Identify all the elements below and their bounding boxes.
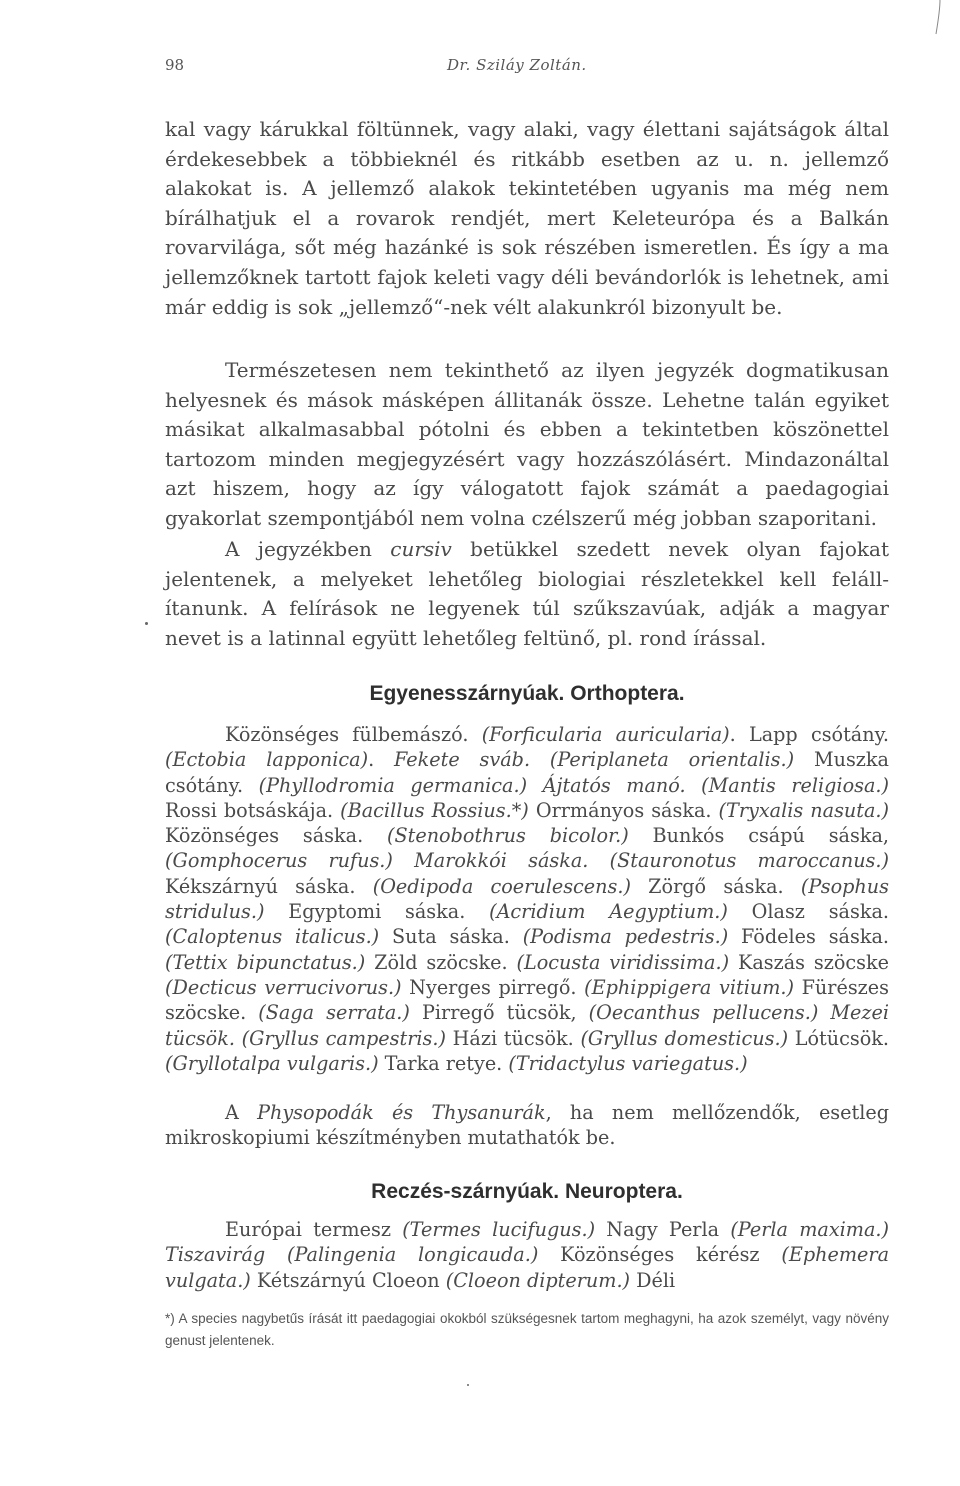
- orthoptera-note: [165, 1100, 889, 1151]
- note-text: , ha nem mellőzendők, esetleg mikroskopiumi készítményben mutathatók be.: [165, 1101, 889, 1150]
- species-latin: (Cloeon dipterum.): [445, 1268, 631, 1292]
- species-latin: (Stenobothrus bicolor.): [387, 824, 629, 848]
- species-text: Közönséges sáska.: [165, 824, 387, 848]
- page-edge-mark: [918, 0, 946, 44]
- orthoptera-species-list: [165, 722, 889, 1076]
- species-text: Házi tücsök.: [445, 1026, 581, 1050]
- page-header: [165, 56, 885, 80]
- species-text: Pirregő tücsök,: [409, 1001, 589, 1025]
- species-text: Kétszárnyú Cloeon: [250, 1268, 446, 1292]
- note-latin: Physopodák és Thysanurák: [257, 1101, 546, 1124]
- species-text: Nyerges pirregő.: [401, 975, 585, 999]
- species-latin: (Decticus verrucivorus.): [165, 975, 402, 999]
- orthoptera-heading: Egyenesszárnyúak. Orthoptera.: [369, 682, 685, 705]
- species-latin: (Tryxalis nasuta.): [718, 798, 890, 822]
- species-latin: (Perla maxima.) Tiszavirág (Palingenia longicauda.): [165, 1218, 890, 1267]
- running-head: Dr. Sziláy Zoltán.: [447, 56, 587, 74]
- species-text: Kékszárnyú sáska.: [165, 874, 373, 898]
- species-latin: (Phyllodromia germanica.) Ájtatós manó. (Mantis religiosa.): [258, 773, 889, 797]
- species-latin: (Forficularia auricularia): [481, 723, 730, 746]
- species-text: Födeles sáska.: [728, 925, 889, 949]
- margin-dot: [145, 622, 148, 625]
- species-latin: (Caloptenus italicus.): [165, 925, 380, 949]
- species-latin: (Termes lucifugus.): [402, 1218, 596, 1241]
- cursive-word: cursiv: [390, 537, 452, 561]
- species-text: . Lapp csótány.: [729, 723, 889, 746]
- species-latin: (Saga serrata.): [258, 1001, 410, 1025]
- species-latin: (Podisma pedestris.): [522, 925, 729, 949]
- paragraph-dogmatic: Természetesen nem tekinthető az ilyen jegyzék dogmatikusan helyesnek és mások másképen állitanák össze. Lehetne talán egyiket másikat alkalmasabbal pótolni és ebben a tekintetben köszönettel tartozom minden megjegyzésért vagy hozzászólásért. Mindazonáltal azt hiszem, hogy az így válogatott fajok számát a paedagogiai gyakorlat szempontjából nem volna czélszerű még jobban szaporitani.: [165, 358, 889, 530]
- species-latin: (Ectobia lapponica): [165, 748, 369, 772]
- species-text: Tarka retye.: [378, 1051, 509, 1075]
- cursive-note-end: betükkel szedett nevek olyan fajokat jelentenek, a melyeket lehetőleg biologiai részletekkel kell felállítanunk. A felírások ne legyenek túl szűkszavúak, adják a magyar nevet is a latinnal együtt lehetőleg feltünő, pl. rond írással.: [165, 537, 890, 650]
- species-text: Muszka csótány.: [165, 748, 889, 797]
- species-text: .: [368, 748, 395, 772]
- species-latin: (Oedipoda coerulescens.): [372, 874, 631, 898]
- species-latin: (Locusta viridissima.): [516, 950, 730, 974]
- cursive-note-start: A jegyzékben: [225, 537, 391, 561]
- species-latin: (Gomphocerus rufus.) Marokkói sáska. (Stauronotus maroccanus.): [165, 849, 889, 873]
- species-text: Egyptomi sáska.: [264, 900, 490, 924]
- species-latin: (Bacillus Rossius.*): [340, 798, 529, 822]
- species-text: Zöld szöcske.: [365, 950, 517, 974]
- species-text: Fürészes szöcske.: [165, 975, 889, 1025]
- page-number: 98: [165, 56, 185, 74]
- species-latin: (Acridium Aegyptium.): [489, 900, 728, 924]
- species-latin: (Oecanthus pellucens.) Mezei tücsök. (Gryllus campestris.): [165, 1001, 889, 1050]
- neuroptera-heading: Reczés-szárnyúak. Neuroptera.: [371, 1180, 683, 1203]
- species-latin: (Psophus stridulus.): [165, 874, 889, 924]
- note-text: A: [225, 1101, 258, 1124]
- species-latin: (Tridactylus variegatus.): [508, 1051, 748, 1075]
- species-text: Zörgő sáska.: [630, 874, 801, 898]
- species-text: Déli: [630, 1268, 676, 1292]
- species-text: Suta sáska.: [379, 925, 523, 949]
- species-text: Rossi botsáskája.: [165, 798, 341, 822]
- species-text: Európai termesz: [225, 1218, 403, 1241]
- stray-mark: [467, 1384, 469, 1386]
- neuroptera-species-list: [165, 1217, 889, 1293]
- species-latin: (Ephemera vulgata.): [165, 1243, 890, 1292]
- species-text: Orrmányos sáska.: [528, 798, 719, 822]
- species-text: Közönséges fülbemászó.: [225, 723, 482, 746]
- species-latin: (Gryllotalpa vulgaris.): [165, 1051, 379, 1075]
- paragraph-intro: kal vagy kárukkal föltünnek, vagy alaki, vagy élettani sajátságok által érdekesebbek a többieknél és ritkább esetben az u. n. jellemző alakokat is. A jellemző alakok tekintetében ugyanis ma még nem bírálhatjuk el a rovarok rendjét, mert Keleteurópa és a Balkán rovarvilága, sőt még hazánké is sok részében ismeretlen. És így a ma jellemzőknek tartott fajok keleti vagy déli bevándorlók is lehetnek, ami már eddig is sok „jellemző“-nek vélt alakunkról bizonyult be.: [165, 117, 889, 319]
- paragraph-cursive-note: [165, 535, 889, 653]
- species-text: Nagy Perla: [595, 1218, 731, 1241]
- species-latin: (Tettix bipunctatus.): [165, 950, 366, 974]
- species-latin: Fekete sváb. (Periplaneta orientalis.): [394, 748, 795, 772]
- species-text: Közönséges kérész: [538, 1243, 782, 1267]
- species-text: Lótücsök.: [788, 1026, 889, 1050]
- footnote: *) A species nagybetűs írását itt paedagogiai okokból szükségesnek tartom meghagyni, ha azok személyt, vagy növény genust jelentenek.: [165, 1311, 889, 1348]
- species-text: Bunkós csápú sáska,: [628, 824, 889, 848]
- species-latin: (Ephippigera vitium.): [584, 975, 794, 999]
- species-text: Kaszás szöcske: [729, 950, 889, 974]
- species-text: Olasz sáska.: [727, 900, 889, 924]
- species-latin: (Gryllus domesticus.): [580, 1026, 789, 1050]
